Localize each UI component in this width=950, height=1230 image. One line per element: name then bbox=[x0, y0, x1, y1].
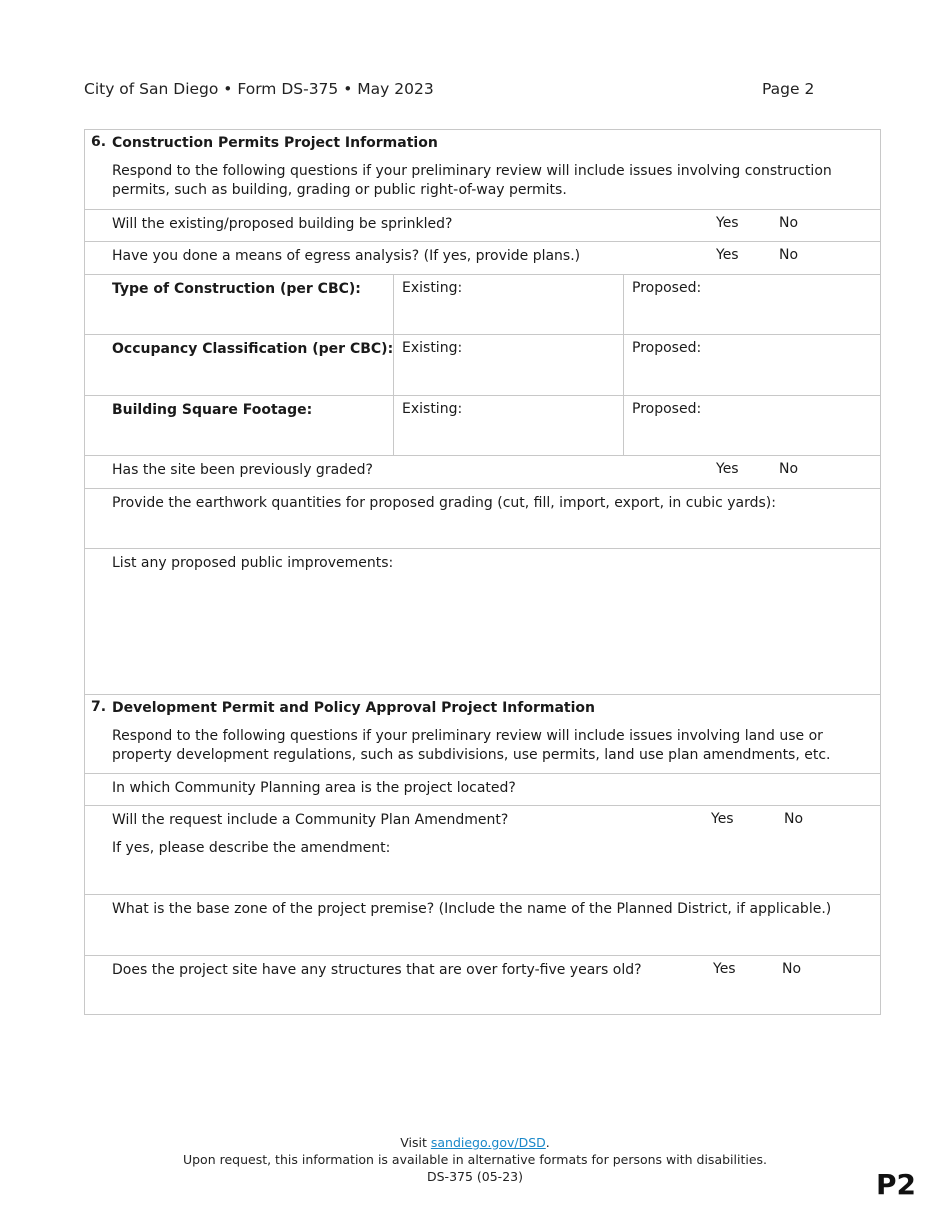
page-number: Page 2 bbox=[762, 80, 815, 98]
row-graded bbox=[85, 455, 880, 488]
section-7-number: 7. bbox=[91, 699, 107, 715]
existing-label: Existing: bbox=[402, 280, 463, 296]
question-amendment-description: If yes, please describe the amendment: bbox=[112, 840, 391, 856]
row-amendment bbox=[85, 805, 880, 894]
row-community-planning bbox=[85, 773, 880, 805]
row-structures bbox=[85, 955, 880, 1014]
proposed-label: Proposed: bbox=[632, 401, 702, 417]
label-square-footage: Building Square Footage: bbox=[112, 402, 313, 418]
question-community-planning: In which Community Planning area is the project located? bbox=[112, 780, 516, 796]
sprinkled-no-option[interactable]: No bbox=[779, 215, 799, 231]
question-structures: Does the project site have any structures that are over forty-five years old? bbox=[112, 962, 642, 978]
question-graded: Has the site been previously graded? bbox=[112, 462, 373, 478]
egress-no-option[interactable]: No bbox=[779, 247, 799, 263]
earthwork-answer-field[interactable] bbox=[112, 519, 870, 537]
question-sprinkled: Will the existing/proposed building be sprinkled? bbox=[112, 216, 453, 232]
community-planning-answer-field[interactable] bbox=[565, 780, 870, 798]
proposed-label: Proposed: bbox=[632, 340, 702, 356]
amendment-no-option[interactable]: No bbox=[784, 811, 804, 827]
section-6-header bbox=[85, 130, 880, 209]
section-7-intro: Respond to the following questions if your preliminary review will include issues involving land use or property development regulations, such as subdivisions, use permits, land use plan amendments, etc. bbox=[112, 728, 831, 763]
amendment-description-field[interactable] bbox=[385, 840, 870, 858]
base-zone-answer-field[interactable] bbox=[112, 925, 870, 943]
row-egress bbox=[85, 241, 880, 274]
question-base-zone: What is the base zone of the project premise? (Include the name of the Planned District, if applicable.) bbox=[112, 901, 832, 917]
footer-accessibility-note: Upon request, this information is available in alternative formats for persons with disabilities. bbox=[182, 1152, 768, 1167]
section-6-intro: Respond to the following questions if your preliminary review will include issues involving construction permits, such as building, grading or public right-of-way permits. bbox=[112, 163, 832, 198]
occupancy-proposed-field[interactable] bbox=[623, 335, 880, 395]
square-footage-proposed-field[interactable] bbox=[623, 396, 880, 455]
row-occupancy bbox=[85, 334, 880, 395]
row-type-construction bbox=[85, 274, 880, 334]
form-table bbox=[84, 129, 881, 1015]
row-earthwork bbox=[85, 488, 880, 548]
egress-yes-option[interactable]: Yes bbox=[716, 247, 739, 263]
proposed-label: Proposed: bbox=[632, 280, 702, 296]
row-public-improvements bbox=[85, 548, 880, 694]
row-base-zone bbox=[85, 894, 880, 955]
type-construction-existing-field[interactable] bbox=[393, 275, 623, 334]
structures-yes-option[interactable]: Yes bbox=[713, 961, 736, 977]
question-earthwork: Provide the earthwork quantities for proposed grading (cut, fill, import, export, in cubic yards): bbox=[112, 495, 776, 511]
question-egress: Have you done a means of egress analysis? (If yes, provide plans.) bbox=[112, 248, 581, 264]
section-6-title: Construction Permits Project Information bbox=[112, 135, 438, 151]
graded-no-option[interactable]: No bbox=[779, 461, 799, 477]
footer-visit-prefix: Visit bbox=[400, 1135, 431, 1150]
occupancy-existing-field[interactable] bbox=[393, 335, 623, 395]
structures-no-option[interactable]: No bbox=[782, 961, 802, 977]
form-header-title: City of San Diego • Form DS-375 • May 2023 bbox=[84, 80, 434, 98]
page-mark: P2 bbox=[876, 1168, 917, 1201]
section-6-number: 6. bbox=[91, 134, 107, 150]
type-construction-proposed-field[interactable] bbox=[623, 275, 880, 334]
footer-form-code: DS-375 (05-23) bbox=[427, 1169, 523, 1184]
section-7-title: Development Permit and Policy Approval Project Information bbox=[112, 700, 595, 716]
amendment-yes-option[interactable]: Yes bbox=[711, 811, 734, 827]
label-occupancy: Occupancy Classification (per CBC): bbox=[112, 341, 394, 357]
row-square-footage bbox=[85, 395, 880, 455]
public-improvements-answer-field[interactable] bbox=[112, 579, 870, 679]
label-type-construction: Type of Construction (per CBC): bbox=[112, 281, 361, 297]
question-amendment: Will the request include a Community Plan Amendment? bbox=[112, 812, 509, 828]
section-7-header bbox=[85, 694, 880, 773]
existing-label: Existing: bbox=[402, 340, 463, 356]
question-public-improvements: List any proposed public improvements: bbox=[112, 555, 394, 571]
square-footage-existing-field[interactable] bbox=[393, 396, 623, 455]
dsd-website-link[interactable]: sandiego.gov/DSD bbox=[430, 1135, 546, 1150]
footer-visit-suffix: . bbox=[545, 1135, 550, 1150]
graded-yes-option[interactable]: Yes bbox=[716, 461, 739, 477]
existing-label: Existing: bbox=[402, 401, 463, 417]
row-sprinkled bbox=[85, 209, 880, 241]
sprinkled-yes-option[interactable]: Yes bbox=[716, 215, 739, 231]
footer-visit-line bbox=[0, 1134, 950, 1151]
